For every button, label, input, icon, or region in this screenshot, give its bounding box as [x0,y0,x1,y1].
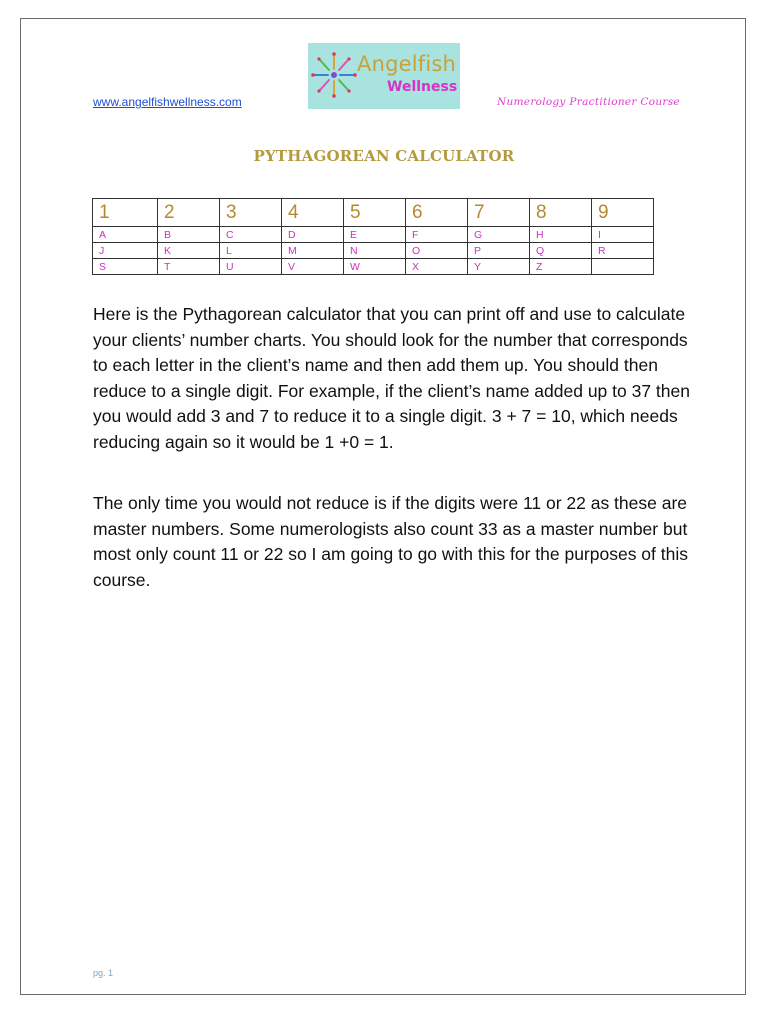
number-cell: 4 [282,199,344,227]
letter-cell: B [158,227,220,243]
number-cell: 8 [530,199,592,227]
letter-row [93,227,654,243]
letter-cell: P [468,243,530,259]
letter-cell: L [220,243,282,259]
letter-cell: X [406,259,468,275]
number-cell: 6 [406,199,468,227]
letter-cell: E [344,227,406,243]
letter-cell: T [158,259,220,275]
letter-cell: R [592,243,654,259]
letter-cell: H [530,227,592,243]
letter-row [93,259,654,275]
letter-cell: D [282,227,344,243]
number-cell: 7 [468,199,530,227]
number-cell: 2 [158,199,220,227]
number-cell: 3 [220,199,282,227]
letter-cell: G [468,227,530,243]
calculator-title: PYTHAGOREAN CALCULATOR [253,147,515,165]
letter-row [93,243,654,259]
number-cell: 1 [93,199,158,227]
letter-cell [592,259,654,275]
website-link[interactable]: www.angelfishwellness.com [93,95,242,109]
letter-cell: Q [530,243,592,259]
letter-cell: S [93,259,158,275]
number-cell: 5 [344,199,406,227]
number-cell: 9 [592,199,654,227]
letter-cell: M [282,243,344,259]
letter-cell: C [220,227,282,243]
letter-cell: U [220,259,282,275]
letter-cell: W [344,259,406,275]
letter-cell: Y [468,259,530,275]
master-numbers-paragraph: The only time you would not reduce is if the digits were 11 or 22 as these are master numbers. Some numerologists also count 33 as a master number but most only count 11 or 22 so I am going to go with this for the purposes of this course. [93,493,688,590]
course-title: Numerology Practitioner Course [497,96,680,108]
letter-cell: F [406,227,468,243]
letter-cell: J [93,243,158,259]
letter-cell: I [592,227,654,243]
letter-cell: Z [530,259,592,275]
letter-cell: A [93,227,158,243]
number-row [93,199,654,227]
page-number: pg. 1 [93,968,114,978]
letter-cell: V [282,259,344,275]
letter-cell: N [344,243,406,259]
angelfish-logo [308,43,460,109]
intro-paragraph: Here is the Pythagorean calculator that you can print off and use to calculate your clients’ number charts. You should look for the number that corresponds to each letter in the client’s name and then add them up. You should then reduce to a single digit. For example, if the client’s name added up to 37 then you would add 3 and 7 to reduce it to a single digit. 3 + 7 = 10, which needs reducing again so it would be 1 +0 = 1. [93,304,690,452]
logo-title: Angelfish [357,52,457,76]
letter-cell: O [406,243,468,259]
letter-cell: K [158,243,220,259]
pythagorean-table [92,198,654,275]
starburst-icon [311,50,357,100]
logo-subtitle: Wellness [387,79,458,95]
